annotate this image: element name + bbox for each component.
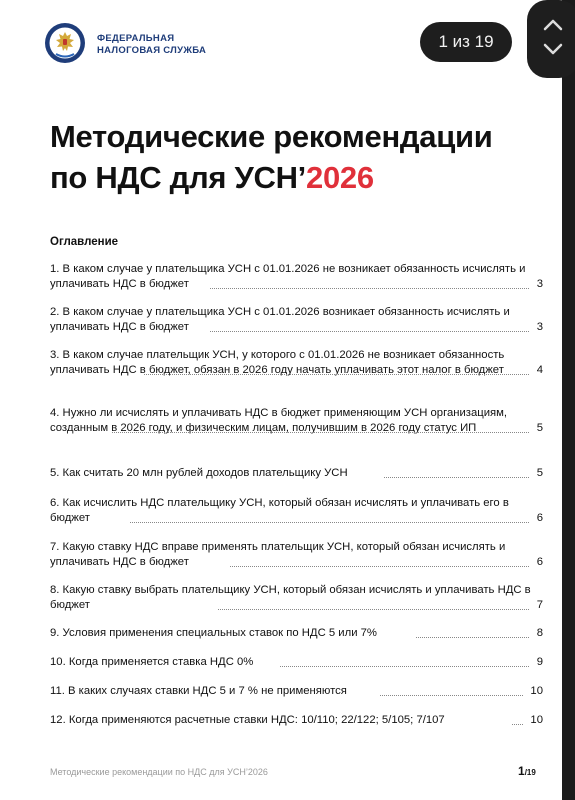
title-line1: Методические рекомендации — [50, 119, 493, 154]
toc-item[interactable] — [50, 626, 543, 641]
toc-item-text: 5. Как считать 20 млн рублей доходов плательщику УСН — [50, 467, 348, 479]
title-line2 — [50, 157, 493, 198]
toc-item-text: 6. Как исчислить НДС плательщику УСН, который обязан исчислять и уплачивать его в бюджет — [50, 497, 509, 524]
toc-leader — [218, 609, 529, 610]
document-title — [50, 116, 493, 198]
toc-item-page: 8 — [536, 627, 543, 639]
toc-item[interactable] — [50, 466, 543, 481]
footer-doc-name: Методические рекомендации по НДС для УСН’2026 — [50, 767, 268, 777]
toc-item[interactable] — [50, 406, 543, 436]
toc-leader — [416, 637, 529, 638]
toc-item-text: 2. В каком случае у плательщика УСН с 01.01.2026 возникает обязанность исчислять и уплачивать НДС в бюджет — [50, 306, 510, 333]
toc-item[interactable] — [50, 262, 543, 292]
toc-item[interactable] — [50, 305, 543, 335]
toc-item[interactable] — [50, 496, 543, 526]
toc-item-page: 3 — [536, 321, 543, 333]
page-counter: 1 из 19 — [420, 22, 512, 62]
toc-item-page: 6 — [536, 556, 543, 568]
toc-leader — [230, 566, 529, 567]
toc-item-page: 3 — [536, 278, 543, 290]
footer-page-total: /19 — [524, 768, 536, 777]
toc-item[interactable] — [50, 348, 543, 378]
footer-page-number — [518, 764, 536, 778]
toc-leader — [210, 331, 529, 332]
chevron-up-icon[interactable] — [543, 18, 563, 36]
toc-item-text: 9. Условия применения специальных ставок по НДС 5 или 7% — [50, 627, 377, 639]
toc-leader — [210, 288, 529, 289]
toc-item[interactable] — [50, 655, 543, 670]
toc-item-page: 7 — [536, 599, 543, 611]
toc-leader — [384, 477, 529, 478]
toc-item-page: 10 — [530, 714, 543, 726]
page-nav-control[interactable] — [527, 0, 575, 78]
org-name-line1: ФЕДЕРАЛЬНАЯ — [97, 33, 175, 44]
footer-page-current: 1 — [518, 764, 525, 778]
toc-item-text: 3. В каком случае плательщик УСН, у которого с 01.01.2026 не возникает обязанность уплачивать НДС в бюджет, обязан в 2026 году начать уплачивать этот налог в бюджет — [50, 349, 505, 376]
fns-emblem-icon — [44, 22, 86, 64]
toc-item-page: 5 — [536, 422, 543, 434]
toc-leader — [512, 724, 523, 725]
toc-item-page: 6 — [536, 512, 543, 524]
toc-item-page: 10 — [530, 685, 543, 697]
title-line2-prefix: по НДС для УСН’ — [50, 160, 306, 195]
toc-item-text: 11. В каких случаях ставки НДС 5 и 7 % не применяются — [50, 685, 347, 697]
chevron-down-icon[interactable] — [543, 42, 563, 60]
toc-item[interactable] — [50, 540, 543, 570]
toc-leader — [112, 432, 529, 433]
toc-item-page: 9 — [536, 656, 543, 668]
org-name — [97, 33, 206, 57]
viewer-scroll-strip[interactable] — [562, 0, 575, 800]
toc-item[interactable] — [50, 684, 543, 699]
toc-item-page: 5 — [536, 467, 543, 479]
toc-item-text: 8. Какую ставку выбрать плательщику УСН, который обязан исчислять и уплачивать НДС в бюджет — [50, 584, 531, 611]
toc-item-text: 10. Когда применяется ставка НДС 0% — [50, 656, 254, 668]
title-year-accent: 2026 — [306, 160, 374, 195]
toc-item-text: 12. Когда применяются расчетные ставки НДС: 10/110; 22/122; 5/105; 7/107 — [50, 714, 445, 726]
toc-item[interactable] — [50, 713, 543, 728]
toc-item[interactable] — [50, 583, 543, 613]
toc-leader — [380, 695, 523, 696]
toc-leader — [144, 374, 529, 375]
org-name-line2: НАЛОГОВАЯ СЛУЖБА — [97, 45, 207, 56]
toc-item-text: 7. Какую ставку НДС вправе применять плательщик УСН, который обязан исчислять и уплачивать НДС в бюджет — [50, 541, 506, 568]
toc-item-text: 1. В каком случае у плательщика УСН с 01.01.2026 не возникает обязанность исчислять и уплачивать НДС в бюджет — [50, 263, 526, 290]
toc-item-text: 4. Нужно ли исчислять и уплачивать НДС в бюджет применяющим УСН организациям, созданным в 2026 году, и физическим лицам, получившим в 2026 году статус ИП — [50, 407, 508, 434]
toc-item-page: 4 — [536, 364, 543, 376]
toc-heading: Оглавление — [50, 236, 119, 248]
toc-leader — [280, 666, 529, 667]
toc-leader — [130, 522, 529, 523]
